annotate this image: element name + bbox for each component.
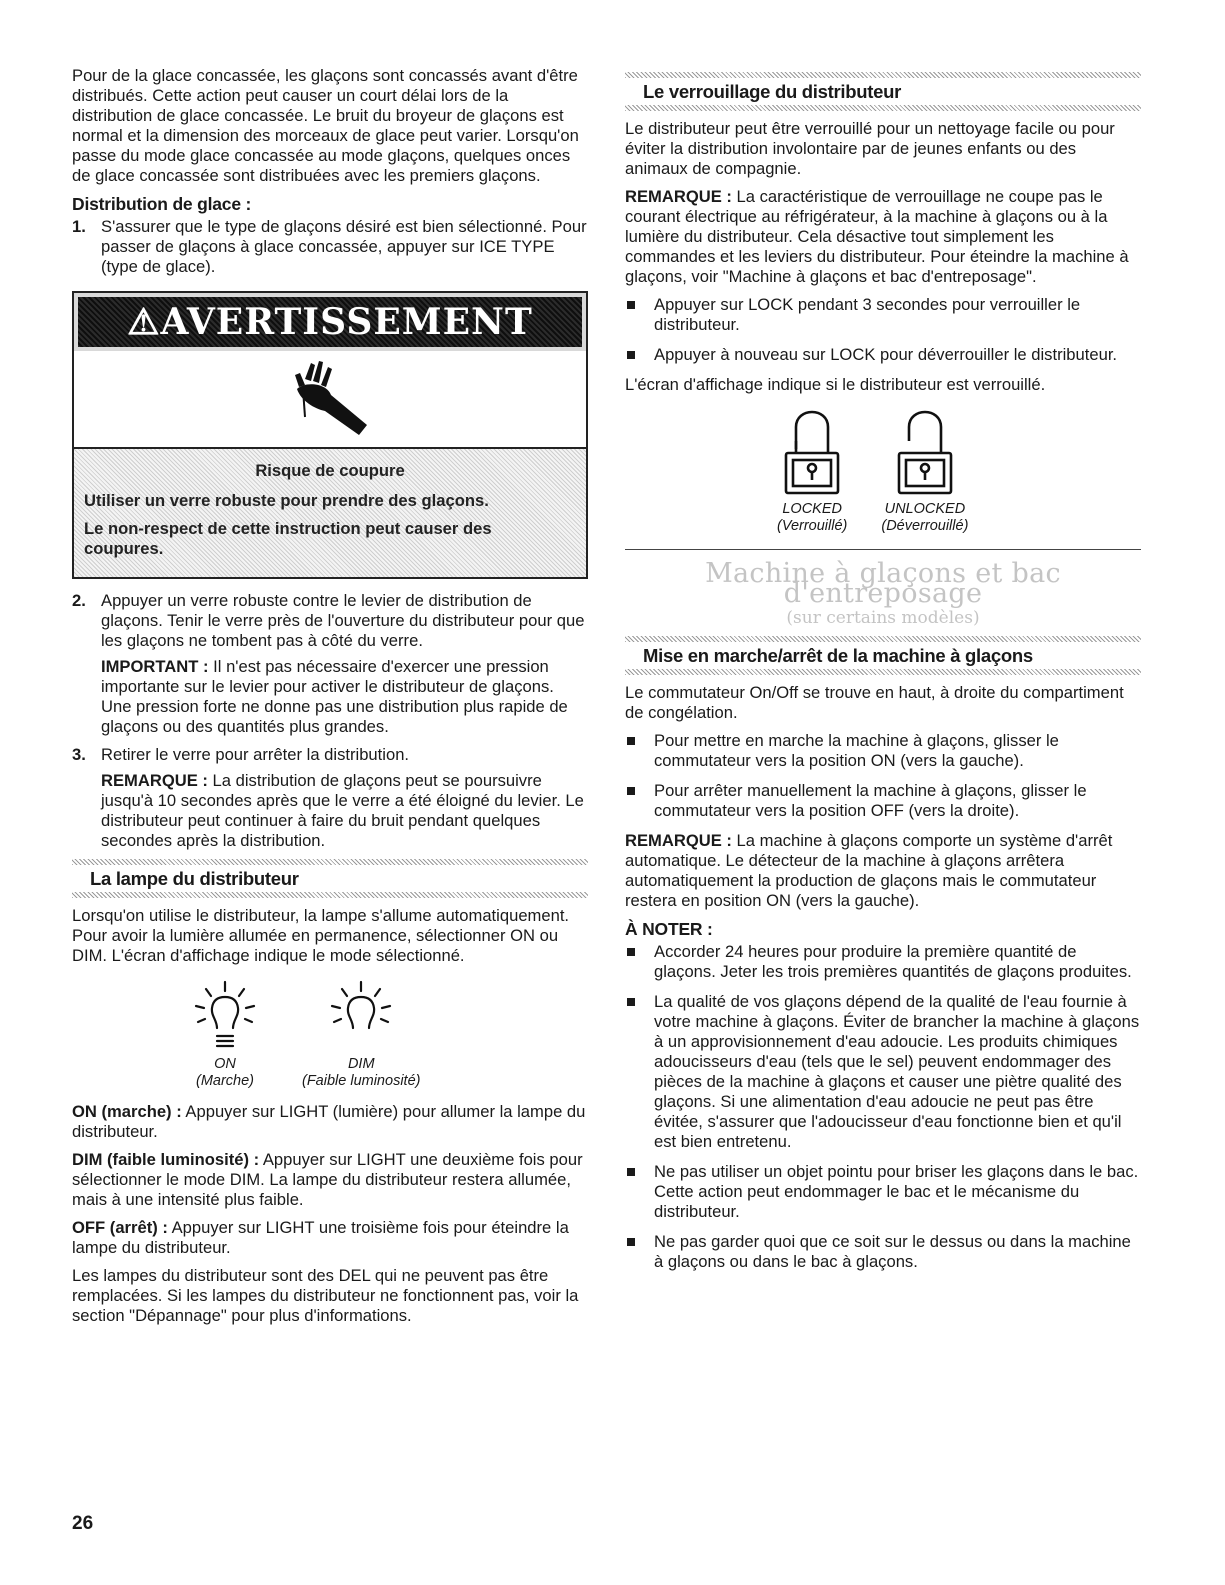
- onoff-bullet: [625, 731, 1141, 771]
- remark-text: La distribution de glaçons peut se poursuivre jusqu'à 10 secondes après que le verre a été éloigné du levier. Le distributeur peut continuer à faire du bruit pendant quelques secondes après la distribution.: [101, 771, 584, 850]
- on-mode-label: ON (marche) :: [72, 1102, 182, 1121]
- locked-label: LOCKED: [782, 501, 842, 517]
- off-mode-desc: Appuyer sur LIGHT une troisième fois pour éteindre la lampe du distributeur.: [72, 1218, 569, 1257]
- crushed-ice-intro: Pour de la glace concassée, les glaçons sont concassés avant d'être distribués. Cette action peut causer un court délai lors de la distribution de glace concassée. Le bruit du broyeur de glaçons est normal et la dimension des morceaux de glace peut varier. Lorsqu'on passe du mode glace concassée au mode glaçons, quelques onces de glace concassée sont distribuées avec les premiers glaçons.: [72, 66, 579, 185]
- remark-label: REMARQUE :: [625, 831, 732, 850]
- unlocked-label: UNLOCKED: [884, 501, 966, 517]
- note-bullet: [625, 1162, 1141, 1222]
- warning-body: [74, 449, 586, 577]
- cut-hand-icon: [74, 351, 586, 449]
- locked-padlock-icon: [783, 409, 841, 497]
- bullet-text: Accorder 24 heures pour produire la première quantité de glaçons. Jeter les trois premières quantités de glaçons produites.: [654, 942, 1132, 981]
- locked-figure: [777, 409, 847, 535]
- bullet-square-icon: [627, 1238, 635, 1246]
- remark-text: La machine à glaçons comporte un système d'arrêt automatique. Le détecteur de la machine à glaçons arrêtera automatiquement la production de glaçons mais le commutateur restera en position ON (vers la gauche).: [625, 831, 1113, 910]
- remark-note: [101, 771, 588, 851]
- dim-mode-text: [72, 1150, 588, 1210]
- unlocked-sub: (Déverrouillé): [881, 518, 969, 534]
- important-note: [101, 657, 588, 737]
- remark-label: REMARQUE :: [101, 771, 208, 790]
- light-dim-sub: (Faible luminosité): [302, 1073, 421, 1089]
- dim-mode-label: DIM (faible luminosité) :: [72, 1150, 260, 1169]
- step-1: [72, 217, 588, 277]
- lock-icons: [625, 409, 1141, 535]
- unlocked-figure: [881, 409, 968, 535]
- step-2: [72, 591, 588, 737]
- bullet-text: Pour arrêter manuellement la machine à glaçons, glisser le commutateur vers la position OFF (vers la droite).: [654, 781, 1087, 820]
- lock-section-header: [625, 72, 1141, 111]
- bullet-text: Pour mettre en marche la machine à glaçons, glisser le commutateur vers la position ON (vers la gauche).: [654, 731, 1059, 770]
- page-number: 26: [72, 1513, 94, 1534]
- light-dim-label: DIM: [347, 1056, 375, 1072]
- light-icons: [72, 980, 588, 1090]
- dim-mode-desc: Appuyer sur LIGHT une deuxième fois pour sélectionner le mode DIM. La lampe du distributeur restera allumée, mais à une intensité plus faible.: [72, 1150, 583, 1209]
- lock-bullet: [625, 295, 1141, 335]
- important-label: IMPORTANT :: [101, 657, 209, 676]
- step-number: 2.: [72, 591, 86, 610]
- lamp-intro: Lorsqu'on utilise le distributeur, la lampe s'allume automatiquement. Pour avoir la lumière allumée en permanence, sélectionner ON ou DIM. L'écran d'affichage indique le mode sélectionné.: [72, 906, 570, 965]
- light-bulb-dim-icon: [326, 980, 396, 1052]
- machine-subtitle: (sur certains modèles): [786, 608, 980, 628]
- divider: [72, 892, 588, 898]
- note-heading: À NOTER :: [625, 919, 713, 939]
- bullet-text: La qualité de vos glaçons dépend de la qualité de l'eau fournie à votre machine à glaçons. Éviter de brancher la machine à glaçons à un approvisionnement d'eau adoucie. Les produits chimiques adoucisseurs d'eau (tels que le sel) peuvent endommager des pièces de la machine à glaçons et causer une piètre qualité des glaçons. Si une alimentation d'eau adoucie ne peut pas être évitée, s'assurer que l'adoucisseur d'eau fonctionne bien et qu'il est bien entretenu.: [654, 992, 1140, 1151]
- lamp-heading: La lampe du distributeur: [90, 868, 299, 889]
- locked-sub: (Verrouillé): [777, 518, 848, 534]
- on-mode-text: [72, 1102, 588, 1142]
- divider: [625, 669, 1141, 675]
- note-bullet: [625, 992, 1141, 1152]
- step-text: Retirer le verre pour arrêter la distribution.: [101, 745, 410, 764]
- led-text: Les lampes du distributeur sont des DEL qui ne peuvent pas être remplacées. Si les lampes du distributeur ne fonctionnent pas, voir la section "Dépannage" pour plus d'informations.: [72, 1266, 579, 1325]
- on-mode-desc: Appuyer sur LIGHT (lumière) pour allumer la lampe du distributeur.: [72, 1102, 586, 1141]
- step-number: 3.: [72, 745, 86, 764]
- bullet-text: Appuyer à nouveau sur LOCK pour déverrouiller le distributeur.: [654, 345, 1118, 364]
- warning-box: [72, 291, 588, 579]
- light-on-label: ON: [214, 1056, 236, 1072]
- note-bullet: [625, 1232, 1141, 1272]
- warning-line-2: Le non-respect de cette instruction peut causer des coupures.: [84, 519, 492, 558]
- lock-heading: Le verrouillage du distributeur: [643, 81, 901, 102]
- important-text: Il n'est pas nécessaire d'exercer une pression importante sur le levier pour activer le distributeur de glaçons. Une pression forte ne donne pas une distribution plus rapide de glaçons ou des quantités plus grandes.: [101, 657, 568, 736]
- lock-bullet: [625, 345, 1141, 365]
- warning-title: ⚠AVERTISSEMENT: [74, 293, 586, 351]
- bullet-square-icon: [627, 1168, 635, 1176]
- off-mode-label: OFF (arrêt) :: [72, 1218, 168, 1237]
- bullet-square-icon: [627, 998, 635, 1006]
- onoff-bullet: [625, 781, 1141, 821]
- light-on-figure: [190, 980, 260, 1090]
- lock-display-text: L'écran d'affichage indique si le distributeur est verrouillé.: [625, 375, 1046, 394]
- unlocked-padlock-icon: [896, 409, 954, 497]
- bullet-text: Ne pas garder quoi que ce soit sur le dessus ou dans la machine à glaçons ou dans le bac à glaçons.: [654, 1232, 1131, 1271]
- step-text: S'assurer que le type de glaçons désiré est bien sélectionné. Pour passer de glaçons à glace concassée, appuyer sur ICE TYPE (type de glace).: [101, 217, 587, 276]
- lamp-section-header: [72, 859, 588, 898]
- bullet-text: Appuyer sur LOCK pendant 3 secondes pour verrouiller le distributeur.: [654, 295, 1081, 334]
- step-number: 1.: [72, 217, 86, 236]
- remark-text: La caractéristique de verrouillage ne coupe pas le courant électrique au réfrigérateur, à la machine à glaçons ou à la lumière du distributeur. Cela désactive tout simplement les commandes et les leviers du distributeur. Pour éteindre la machine à glaçons, voir "Machine à glaçons et bac d'entreposage".: [625, 187, 1129, 286]
- bullet-square-icon: [627, 351, 635, 359]
- light-bulb-on-icon: [190, 980, 260, 1052]
- onoff-remark: [625, 831, 1141, 911]
- off-mode-text: [72, 1218, 588, 1258]
- lock-remark: [625, 187, 1141, 287]
- onoff-intro: Le commutateur On/Off se trouve en haut, à droite du compartiment de congélation.: [625, 683, 1124, 722]
- bullet-square-icon: [627, 948, 635, 956]
- light-dim-figure: [302, 980, 420, 1090]
- bullet-square-icon: [627, 787, 635, 795]
- machine-title: Machine à glaçons et bac d'entreposage: [705, 558, 1061, 609]
- remark-label: REMARQUE :: [625, 187, 732, 206]
- warning-line-1: Utiliser un verre robuste pour prendre des glaçons.: [84, 491, 489, 510]
- dispense-heading: Distribution de glace :: [72, 194, 252, 214]
- left-column: [72, 66, 588, 1334]
- bullet-text: Ne pas utiliser un objet pointu pour briser les glaçons dans le bac. Cette action peut endommager le bac et le mécanisme du distributeur.: [654, 1162, 1139, 1221]
- onoff-section-header: [625, 636, 1141, 675]
- bullet-square-icon: [627, 737, 635, 745]
- divider: [625, 105, 1141, 111]
- lock-intro: Le distributeur peut être verrouillé pour un nettoyage facile ou pour éviter la distribution involontaire par de jeunes enfants ou des animaux de compagnie.: [625, 119, 1115, 178]
- note-bullet: [625, 942, 1141, 982]
- warning-risk: Risque de coupure: [255, 461, 405, 480]
- right-column: [625, 66, 1141, 1282]
- machine-section-header: [625, 549, 1141, 628]
- step-text: Appuyer un verre robuste contre le levier de distribution de glaçons. Tenir le verre près de l'ouverture du distributeur pour que les glaçons ne tombent pas à côté du verre.: [101, 591, 585, 650]
- step-3: [72, 745, 588, 851]
- bullet-square-icon: [627, 301, 635, 309]
- onoff-heading: Mise en marche/arrêt de la machine à glaçons: [643, 645, 1033, 666]
- light-on-sub: (Marche): [195, 1073, 254, 1089]
